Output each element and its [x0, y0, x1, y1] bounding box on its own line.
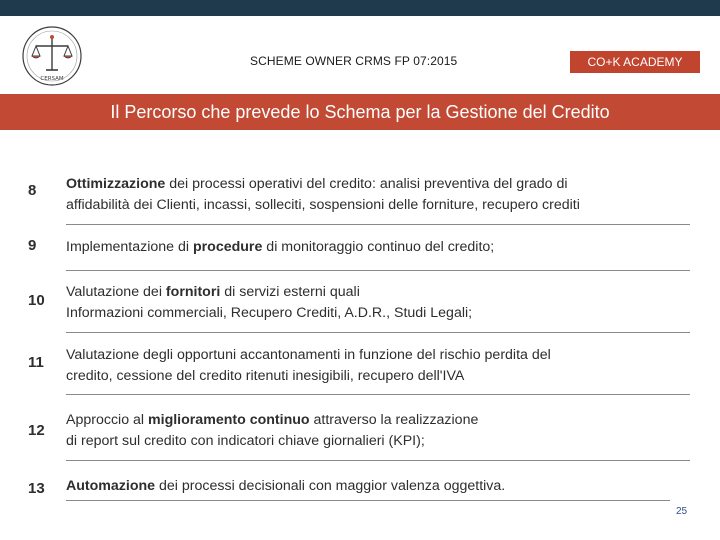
header-title: SCHEME OWNER CRMS FP 07:2015 — [250, 54, 458, 68]
item-number: 13 — [28, 480, 45, 497]
item-text: Approccio al miglioramento continuo attraverso la realizzazione di report sul credito con indicatori chiave giornalieri (KPI); — [66, 412, 479, 449]
item-number: 8 — [28, 182, 37, 199]
item-number: 12 — [28, 422, 45, 439]
top-bar — [0, 0, 720, 16]
item-number: 10 — [28, 292, 45, 309]
page-number: 25 — [676, 506, 688, 517]
item-number: 11 — [28, 354, 44, 371]
item-text: Implementazione di procedure di monitoraggio continuo del credito; — [66, 239, 495, 255]
item-text: Valutazione dei fornitori di servizi esterni quali Informazioni commerciali, Recupero Crediti, A.D.R., Studi Legali; — [66, 284, 473, 321]
academy-badge: CO+K ACADEMY — [570, 51, 700, 73]
item-divider — [66, 394, 690, 395]
item-text: Ottimizzazione dei processi operativi del credito: analisi preventiva del grado di affidabilità dei Clienti, incassi, solleciti, sospensioni delle forniture, recupero crediti — [66, 176, 580, 213]
item-divider — [66, 332, 690, 333]
item-text: Valutazione degli opportuni accantonamenti in funzione del rischio perdita del credito, cessione del credito ritenuti inesigibili, recupero dell'IVA — [66, 347, 551, 384]
item-divider — [66, 224, 690, 225]
item-divider — [66, 500, 670, 501]
slide-title-banner: Il Percorso che prevede lo Schema per la Gestione del Credito — [0, 94, 720, 130]
item-number: 9 — [28, 237, 37, 254]
scales-of-justice-logo — [20, 24, 84, 88]
svg-text:CERSAM: CERSAM — [40, 76, 64, 82]
item-text: Automazione dei processi decisionali con maggior valenza oggettiva. — [66, 478, 506, 494]
item-divider — [66, 270, 690, 271]
item-divider — [66, 460, 690, 461]
